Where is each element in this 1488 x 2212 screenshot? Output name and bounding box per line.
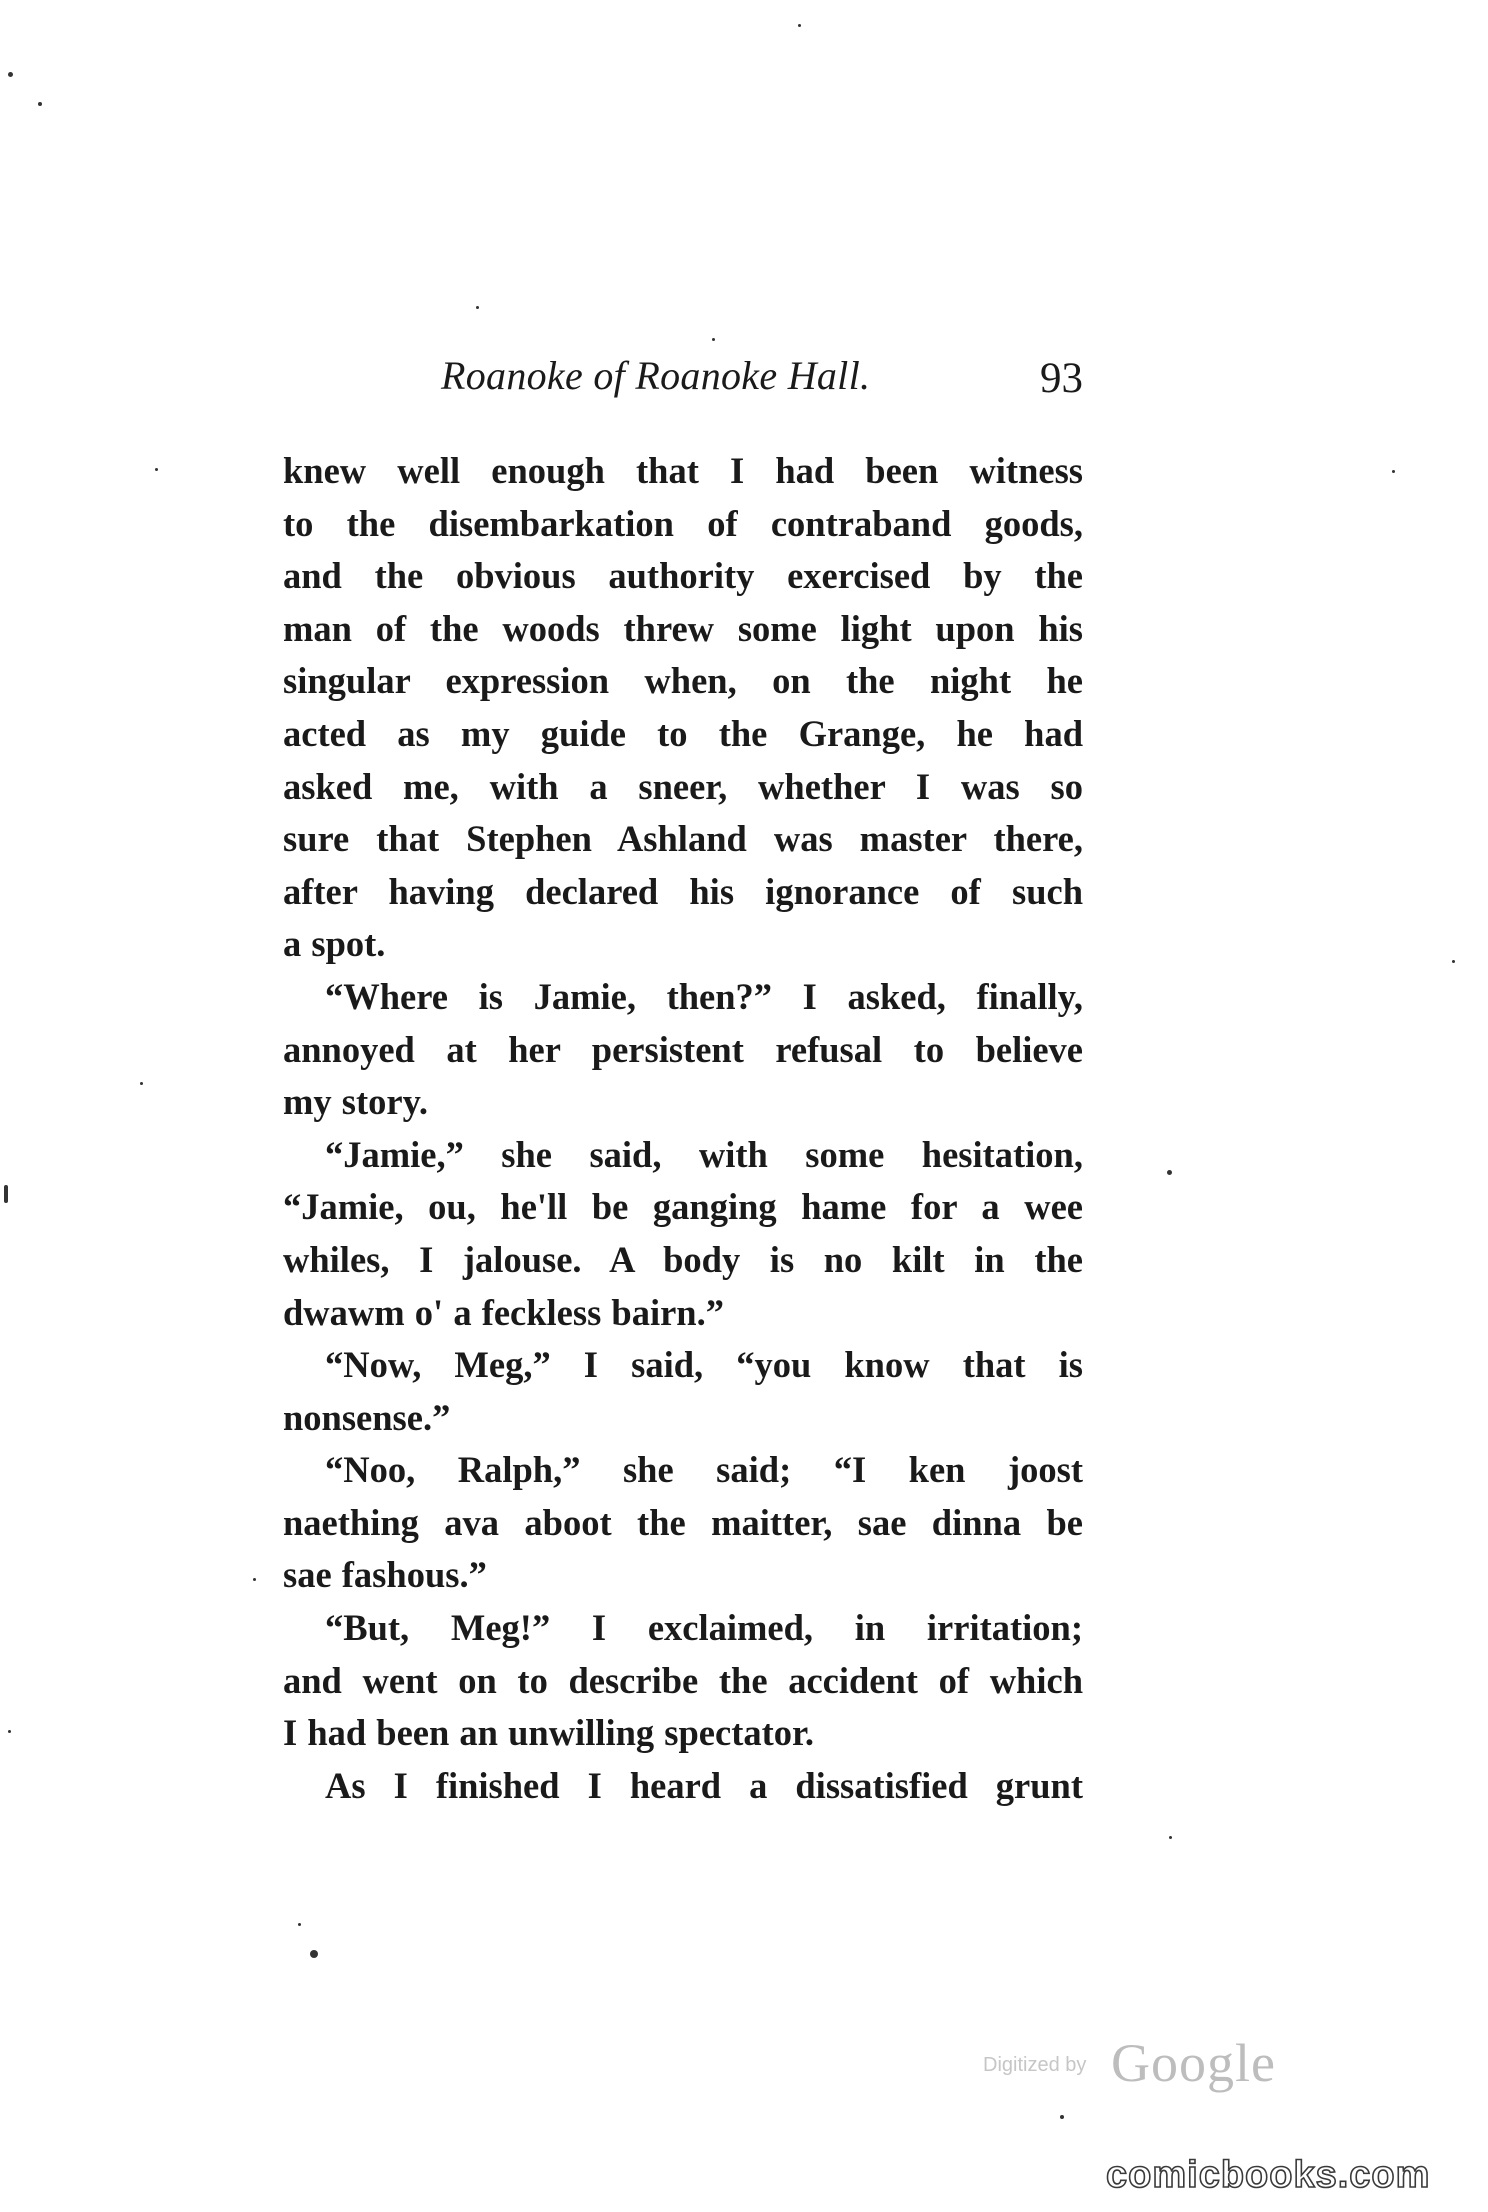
text-line: sae fashous.” [283, 1554, 487, 1596]
text-line: “Jamie,” she said, with some hesitation, [325, 1133, 1083, 1175]
text-line: nonsense.” [283, 1396, 451, 1438]
running-title: Roanoke of Roanoke Hall. [441, 353, 871, 398]
scan-speck [310, 1950, 318, 1958]
text-line: whiles, I jalouse. A body is no kilt in the [283, 1238, 1083, 1280]
text-line: knew well enough that I had been witness [283, 450, 1083, 491]
text-line: and went on to describe the accident of which [283, 1659, 1083, 1701]
scan-speck [798, 24, 801, 27]
text-line: acted as my guide to the Grange, he had [283, 712, 1083, 754]
scan-speck [1169, 1836, 1172, 1839]
text-line: I had been an unwilling spectator. [283, 1712, 814, 1754]
text-line: my story. [283, 1081, 428, 1123]
digitized-by-label: Digitized by [983, 2054, 1087, 2076]
text-line: “Jamie, ou, he'll be ganging hame for a wee [283, 1186, 1083, 1228]
scan-speck [38, 102, 42, 106]
scan-speck [155, 468, 158, 471]
text-line: “Where is Jamie, then?” I asked, finally, [325, 975, 1083, 1017]
text-line: annoyed at her persistent refusal to believe [283, 1028, 1083, 1070]
text-line: sure that Stephen Ashland was master there, [283, 818, 1083, 860]
text-line: and the obvious authority exercised by the [283, 555, 1083, 597]
text-line: after having declared his ignorance of such [283, 870, 1083, 912]
scan-speck [1060, 2115, 1064, 2119]
text-line: singular expression when, on the night he [283, 660, 1083, 702]
text-line: asked me, with a sneer, whether I was so [283, 765, 1083, 807]
running-header [283, 352, 1083, 412]
scan-speck [8, 72, 13, 77]
page-number: 93 [1040, 355, 1083, 402]
scan-speck [253, 1578, 256, 1581]
scan-speck [8, 1730, 11, 1733]
text-line: to the disembarkation of contraband goods, [283, 502, 1083, 544]
text-line: “Noo, Ralph,” she said; “I ken joost [325, 1449, 1083, 1491]
scan-speck [1452, 960, 1455, 963]
scan-speck [1167, 1170, 1172, 1175]
scan-speck [140, 1082, 143, 1085]
scan-speck [4, 1185, 8, 1203]
text-line: man of the woods threw some light upon his [283, 607, 1083, 649]
site-watermark: comicbooks.com [1106, 2154, 1431, 2196]
body-text [283, 445, 1083, 1812]
google-logo: Google [1111, 2033, 1276, 2093]
text-line: naething ava aboot the maitter, sae dinna be [283, 1501, 1083, 1543]
text-line: dwawm o' a feckless bairn.” [283, 1291, 724, 1333]
text-line: “But, Meg!” I exclaimed, in irritation; [325, 1607, 1083, 1649]
scan-speck [476, 306, 479, 309]
text-line: As I finished I heard a dissatisfied grunt [325, 1764, 1083, 1806]
text-line: a spot. [283, 923, 386, 965]
scan-speck [1392, 470, 1395, 473]
text-line: “Now, Meg,” I said, “you know that is [325, 1344, 1083, 1386]
google-watermark [983, 2032, 1283, 2092]
scan-speck [712, 338, 715, 341]
scan-speck [298, 1923, 301, 1926]
